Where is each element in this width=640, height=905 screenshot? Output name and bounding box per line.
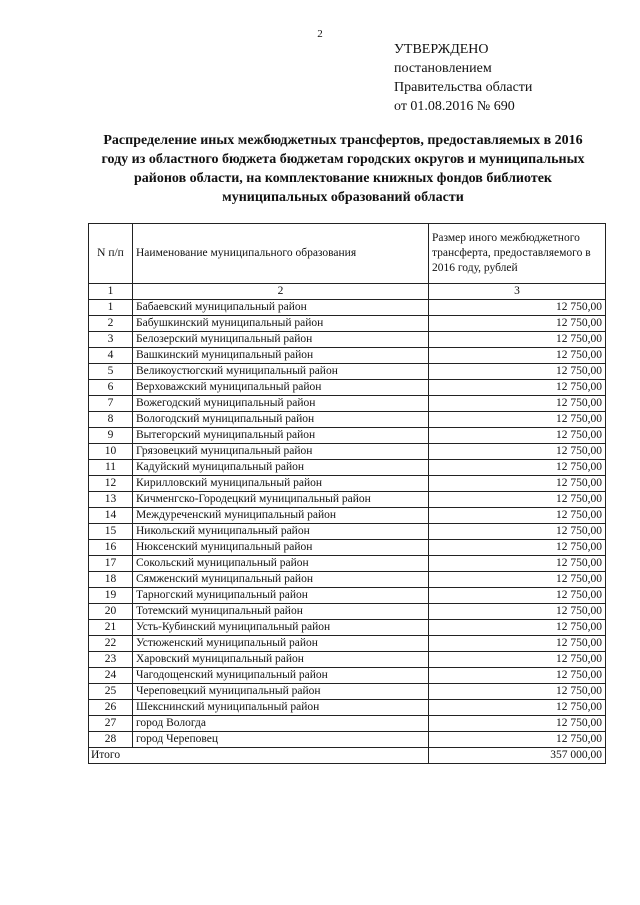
row-amount: 12 750,00 [429, 732, 606, 748]
row-amount: 12 750,00 [429, 508, 606, 524]
table-row [89, 700, 606, 716]
total-amount: 357 000,00 [429, 748, 606, 764]
row-num: 17 [89, 556, 133, 572]
row-name: Череповецкий муниципальный район [133, 684, 429, 700]
row-amount: 12 750,00 [429, 604, 606, 620]
header-num: N п/п [89, 224, 133, 284]
row-amount: 12 750,00 [429, 556, 606, 572]
row-name: Кичменгско-Городецкий муниципальный район [133, 492, 429, 508]
table-row [89, 316, 606, 332]
title-line: муниципальных образований области [222, 190, 464, 205]
row-num: 25 [89, 684, 133, 700]
row-amount: 12 750,00 [429, 428, 606, 444]
row-amount: 12 750,00 [429, 636, 606, 652]
table-row [89, 684, 606, 700]
row-name: город Череповец [133, 732, 429, 748]
row-name: Белозерский муниципальный район [133, 332, 429, 348]
row-name: Кадуйский муниципальный район [133, 460, 429, 476]
row-amount: 12 750,00 [429, 476, 606, 492]
row-name: город Вологда [133, 716, 429, 732]
row-name: Вытегорский муниципальный район [133, 428, 429, 444]
row-name: Харовский муниципальный район [133, 652, 429, 668]
row-name: Никольский муниципальный район [133, 524, 429, 540]
title-line: году из областного бюджета бюджетам городских округов и муниципальных [101, 152, 585, 167]
table-row [89, 300, 606, 316]
row-name: Вашкинский муниципальный район [133, 348, 429, 364]
row-name: Тотемский муниципальный район [133, 604, 429, 620]
table-header-row [89, 224, 606, 284]
row-name: Вологодский муниципальный район [133, 412, 429, 428]
row-name: Устюженский муниципальный район [133, 636, 429, 652]
row-amount: 12 750,00 [429, 684, 606, 700]
row-num: 27 [89, 716, 133, 732]
row-num: 1 [89, 300, 133, 316]
row-name: Чагодощенский муниципальный район [133, 668, 429, 684]
row-num: 4 [89, 348, 133, 364]
row-num: 22 [89, 636, 133, 652]
row-num: 11 [89, 460, 133, 476]
row-amount: 12 750,00 [429, 540, 606, 556]
column-index: 2 [133, 284, 429, 300]
row-amount: 12 750,00 [429, 444, 606, 460]
row-name: Нюксенский муниципальный район [133, 540, 429, 556]
row-num: 9 [89, 428, 133, 444]
table-row [89, 428, 606, 444]
approval-line: УТВЕРЖДЕНО [394, 42, 489, 57]
header-name: Наименование муниципального образования [133, 224, 429, 284]
row-amount: 12 750,00 [429, 396, 606, 412]
row-name: Грязовецкий муниципальный район [133, 444, 429, 460]
row-name: Бабаевский муниципальный район [133, 300, 429, 316]
row-num: 12 [89, 476, 133, 492]
table-row [89, 588, 606, 604]
table-row [89, 636, 606, 652]
row-name: Верховажский муниципальный район [133, 380, 429, 396]
row-name: Кирилловский муниципальный район [133, 476, 429, 492]
table-row [89, 348, 606, 364]
row-amount: 12 750,00 [429, 524, 606, 540]
total-row [89, 748, 606, 764]
table-row [89, 652, 606, 668]
table-row [89, 668, 606, 684]
row-num: 16 [89, 540, 133, 556]
row-num: 15 [89, 524, 133, 540]
row-amount: 12 750,00 [429, 412, 606, 428]
row-name: Усть-Кубинский муниципальный район [133, 620, 429, 636]
title-line: районов области, на комплектование книжных фондов библиотек [134, 171, 552, 186]
approval-stamp [394, 40, 532, 116]
row-num: 19 [89, 588, 133, 604]
table-row [89, 508, 606, 524]
row-num: 10 [89, 444, 133, 460]
row-num: 20 [89, 604, 133, 620]
table-row [89, 524, 606, 540]
column-index: 1 [89, 284, 133, 300]
document-title [70, 131, 616, 207]
approval-line: от 01.08.2016 № 690 [394, 99, 515, 114]
row-amount: 12 750,00 [429, 492, 606, 508]
column-index: 3 [429, 284, 606, 300]
allocation-table [88, 223, 606, 764]
table-row [89, 412, 606, 428]
row-name: Сокольский муниципальный район [133, 556, 429, 572]
table-row [89, 604, 606, 620]
row-num: 7 [89, 396, 133, 412]
row-num: 26 [89, 700, 133, 716]
row-amount: 12 750,00 [429, 652, 606, 668]
row-num: 28 [89, 732, 133, 748]
row-amount: 12 750,00 [429, 716, 606, 732]
row-amount: 12 750,00 [429, 668, 606, 684]
row-name: Тарногский муниципальный район [133, 588, 429, 604]
row-name: Шекснинский муниципальный район [133, 700, 429, 716]
row-name: Великоустюгский муниципальный район [133, 364, 429, 380]
row-num: 18 [89, 572, 133, 588]
row-num: 3 [89, 332, 133, 348]
row-amount: 12 750,00 [429, 620, 606, 636]
row-amount: 12 750,00 [429, 460, 606, 476]
row-amount: 12 750,00 [429, 332, 606, 348]
row-amount: 12 750,00 [429, 700, 606, 716]
row-num: 2 [89, 316, 133, 332]
row-amount: 12 750,00 [429, 572, 606, 588]
header-amount: Размер иного межбюджетного трансферта, предоставляемого в 2016 году, рублей [429, 224, 606, 284]
column-index-row [89, 284, 606, 300]
table-row [89, 716, 606, 732]
table-row [89, 620, 606, 636]
row-num: 14 [89, 508, 133, 524]
table-row [89, 540, 606, 556]
title-line: Распределение иных межбюджетных трансфертов, предоставляемых в 2016 [103, 133, 583, 148]
row-name: Междуреченский муниципальный район [133, 508, 429, 524]
page-number: 2 [317, 28, 323, 40]
table-row [89, 380, 606, 396]
row-num: 23 [89, 652, 133, 668]
row-num: 8 [89, 412, 133, 428]
row-num: 21 [89, 620, 133, 636]
row-num: 13 [89, 492, 133, 508]
row-name: Бабушкинский муниципальный район [133, 316, 429, 332]
approval-line: Правительства области [394, 80, 533, 95]
table-row [89, 444, 606, 460]
table-row [89, 476, 606, 492]
table-row [89, 492, 606, 508]
table-row [89, 572, 606, 588]
row-amount: 12 750,00 [429, 380, 606, 396]
row-name: Вожегодский муниципальный район [133, 396, 429, 412]
row-num: 6 [89, 380, 133, 396]
table-row [89, 460, 606, 476]
row-amount: 12 750,00 [429, 348, 606, 364]
row-amount: 12 750,00 [429, 316, 606, 332]
table-row [89, 556, 606, 572]
table-body [89, 300, 606, 748]
table-row [89, 364, 606, 380]
table-row [89, 332, 606, 348]
row-num: 24 [89, 668, 133, 684]
table-row [89, 396, 606, 412]
row-name: Сямженский муниципальный район [133, 572, 429, 588]
row-num: 5 [89, 364, 133, 380]
row-amount: 12 750,00 [429, 300, 606, 316]
table-row [89, 732, 606, 748]
row-amount: 12 750,00 [429, 588, 606, 604]
total-label: Итого [89, 748, 429, 764]
row-amount: 12 750,00 [429, 364, 606, 380]
approval-line: постановлением [394, 61, 492, 76]
